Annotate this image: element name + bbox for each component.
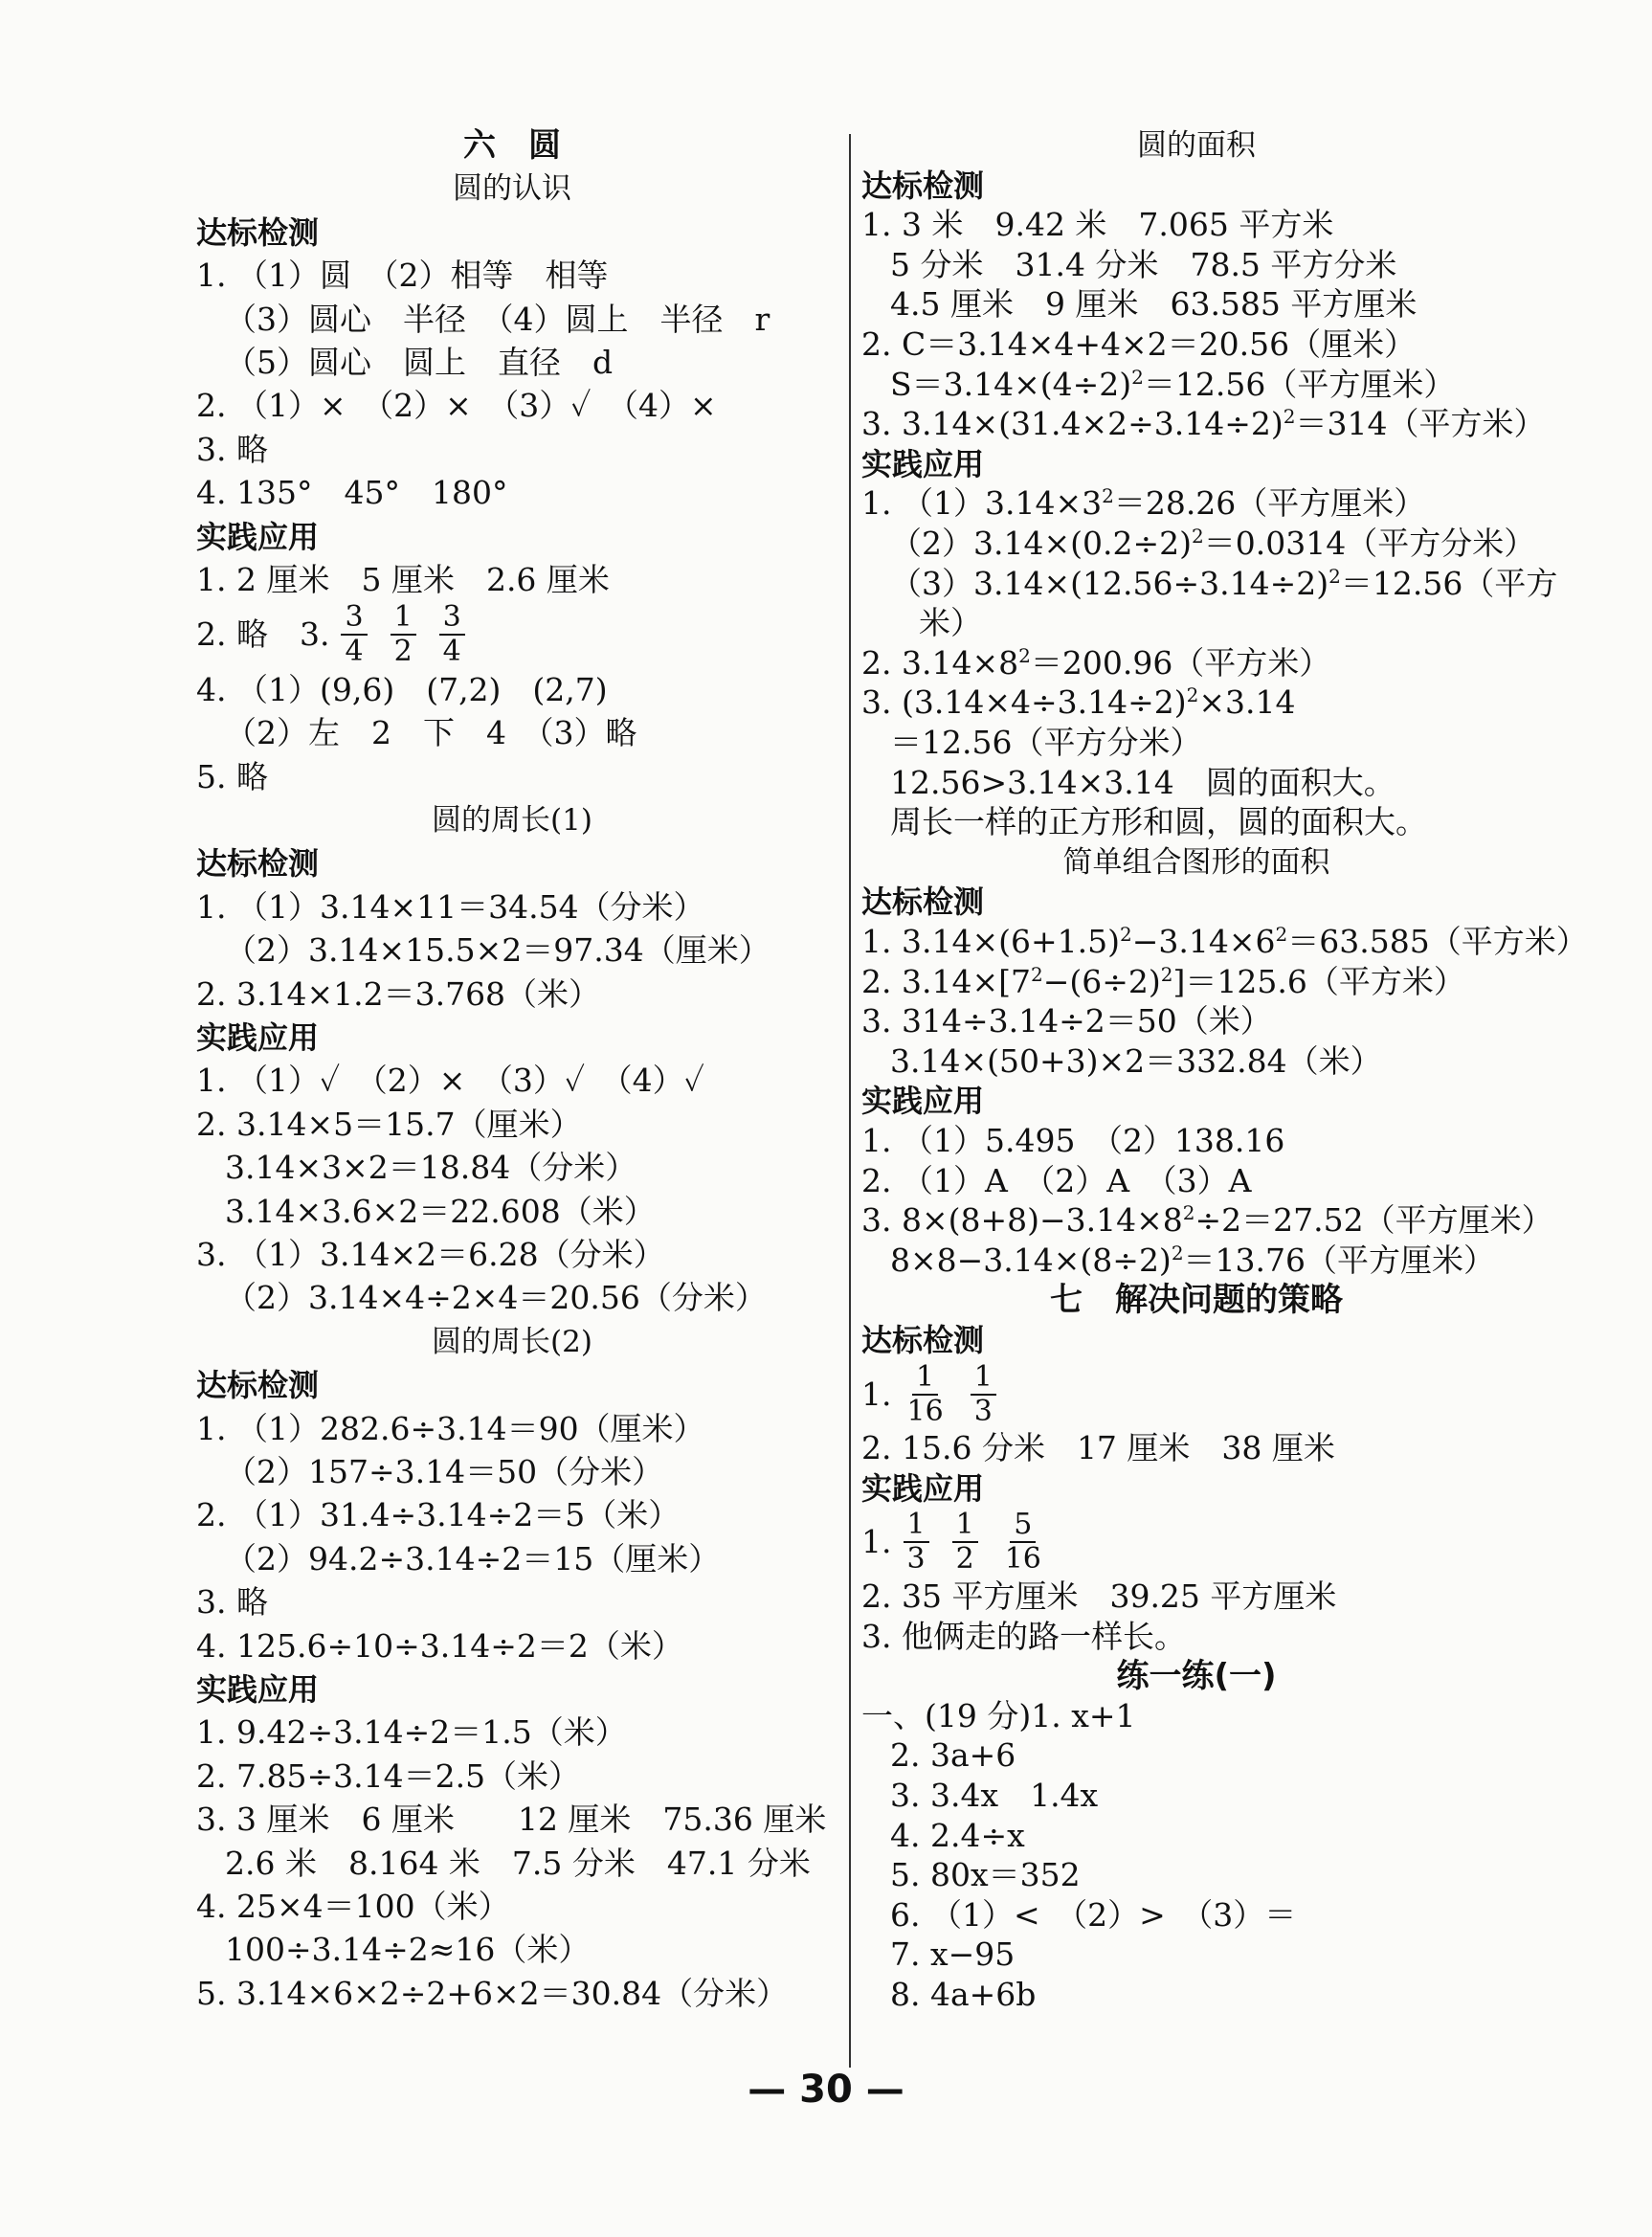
answer-line: 6. （1）< （2）> （3）＝ [890, 1895, 1297, 1934]
answer-line: 周长一样的正方形和圆，圆的面积大。 [890, 803, 1427, 841]
answer-line: 1. $(1)3.14\times 3^2=28.26$（平方厘米） [861, 484, 1426, 523]
answer-line: 一、(19 分)1. x+1 [861, 1696, 1136, 1734]
answer-line: 3. $8\times(8+8)-3.14\times 8^2\div 2=27.52$（平方厘米） [861, 1201, 1553, 1240]
fraction-denominator: 16 [906, 1394, 944, 1428]
fraction-denominator: 2 [393, 635, 413, 669]
section-title: 圆的面积 [1137, 128, 1256, 163]
fraction-numerator: 3 [341, 601, 367, 636]
answer-line: 3. $3.14\times(31.4\times 2\div 3.14\div 2)^2=314$（平方米） [861, 405, 1546, 443]
answer-line: $(2)3.14\times(0.2\div 2)^2=0.0314$（平方分米） [890, 525, 1536, 562]
subsection-heading: 达标检测 [861, 1322, 985, 1358]
chapter-title: 六 圆 [463, 126, 561, 165]
subsection-heading: 达标检测 [196, 213, 320, 251]
subsection-heading: 实践应用 [196, 518, 320, 555]
fraction [439, 601, 465, 668]
section-title: 圆的认识 [453, 171, 571, 207]
fraction-answer-line [861, 1359, 1008, 1430]
answer-line: 4. 25×4＝100（米） [196, 1888, 510, 1925]
answer-line: （3）圆心 半径 （4）圆上 半径 r [225, 300, 770, 338]
answer-line: 2. C＝3.14×4+4×2＝20.56（厘米） [861, 325, 1417, 363]
answer-line: 3.14×3.6×2＝22.608（米） [225, 1192, 656, 1230]
answer-line: 3. 略 [196, 430, 268, 468]
answer-line: 5. 3.14×6×2÷2+6×2＝30.84（分米） [196, 1974, 789, 2012]
answer-line: 3. 314÷3.14÷2＝50（米） [861, 1002, 1272, 1040]
fraction [391, 601, 416, 668]
answer-prefix: 1. [861, 1375, 892, 1413]
answer-line: 1. 9.42÷3.14÷2＝1.5（米） [196, 1713, 627, 1752]
subsection-heading: 达标检测 [861, 167, 985, 204]
answer-line: 5 分米 31.4 分米 78.5 平方分米 [890, 245, 1397, 283]
answer-line: 2. 3.14×1.2＝3.768（米） [196, 974, 601, 1013]
answer-line: 3. 略 [196, 1583, 268, 1622]
answer-line: ＝12.56（平方分米） [890, 724, 1202, 761]
answer-line: 3.14×(50+3)×2＝332.84（米） [890, 1041, 1382, 1080]
answer-line: 4.5 厘米 9 厘米 63.585 平方厘米 [890, 285, 1418, 324]
fraction-denominator: 16 [1004, 1542, 1041, 1577]
answer-line: 4. （1）(9,6) (7,2) (2,7) [196, 670, 608, 708]
fraction-numerator: 1 [904, 1509, 929, 1543]
answer-line: 5. 80x＝352 [890, 1856, 1081, 1894]
answer-line: 1. （1）5.495 （2）138.16 [861, 1122, 1285, 1159]
answer-line: $(3)3.14\times(12.56\div 3.14\div 2)^2=12.56$（平方 [890, 564, 1558, 602]
fraction [1001, 1509, 1045, 1576]
answer-line: 4. 135° 45° 180° [196, 474, 508, 512]
fraction-answer-line [861, 1507, 1057, 1577]
answer-line: 3.14×3×2＝18.84（分米） [225, 1149, 637, 1187]
page-number: — 30 — [748, 2068, 904, 2112]
fraction-numerator: 5 [1010, 1509, 1036, 1543]
answer-line: 12.56>3.14×3.14 圆的面积大。 [890, 763, 1395, 801]
subsection-heading: 达标检测 [196, 1367, 320, 1404]
fraction [952, 1509, 978, 1576]
column-divider [849, 134, 851, 2068]
answer-line: 7. x−95 [890, 1935, 1016, 1974]
answer-line: 100÷3.14÷2≈16（米） [225, 1931, 591, 1969]
fraction-denominator: 3 [973, 1394, 993, 1428]
subsection-heading: 实践应用 [196, 1671, 320, 1708]
subsection-heading: 达标检测 [861, 884, 985, 921]
answer-line: 2. 7.85÷3.14＝2.5（米） [196, 1756, 581, 1795]
chapter-title: 七 解决问题的策略 [1050, 1281, 1343, 1320]
answer-line: 1. 2 厘米 5 厘米 2.6 厘米 [196, 561, 610, 598]
chapter-title: 练一练(一) [1116, 1657, 1277, 1696]
answer-line: 2. 3.14×5＝15.7（厘米） [196, 1105, 582, 1143]
answer-line: 2. 35 平方厘米 39.25 平方厘米 [861, 1577, 1337, 1615]
answer-prefix: 2. 略 3. [196, 615, 330, 654]
section-title: 圆的周长(2) [432, 1324, 592, 1359]
answer-line: 1. $3.14\times(6+1.5)^2-3.14\times 6^2=63.585$（平方米） [861, 923, 1588, 960]
answer-line: 3. 3 厘米 6 厘米 12 厘米 75.36 厘米 [196, 1801, 827, 1839]
answer-line: $S=3.14\times(4\div 2)^2=12.56$（平方厘米） [890, 365, 1456, 403]
subsection-heading: 实践应用 [196, 1019, 320, 1056]
answer-line: 3. （1）3.14×2＝6.28（分米） [196, 1236, 665, 1273]
fraction [341, 601, 367, 668]
answer-line: 3. $(3.14\times 4\div 3.14\div 2)^2\times 3.14$ [861, 683, 1296, 722]
answer-line: 2. 3a+6 [890, 1736, 1016, 1775]
answer-line: 2.6 米 8.164 米 7.5 分米 47.1 分米 [225, 1844, 811, 1882]
answer-line: 2. （1）A （2）A （3）A [861, 1161, 1252, 1199]
fraction-numerator: 1 [391, 601, 416, 636]
answer-line: （2）94.2÷3.14÷2＝15（厘米） [225, 1539, 721, 1577]
answer-line: 2. $3.14\times[7^2-(6\div 2)^2]=125.6$（平方米） [861, 962, 1465, 1000]
fraction-denominator: 2 [955, 1542, 974, 1577]
subsection-heading: 实践应用 [861, 445, 985, 482]
answer-line: 2. 15.6 分米 17 厘米 38 厘米 [861, 1429, 1335, 1467]
fraction-numerator: 1 [952, 1509, 978, 1543]
subsection-heading: 实践应用 [861, 1083, 985, 1120]
answer-line: （2）3.14×4÷2×4＝20.56（分米） [225, 1279, 767, 1317]
answer-line: 2. （1）31.4÷3.14÷2＝5（米） [196, 1496, 681, 1534]
answer-line: 1. （1）圆 （2）相等 相等 [196, 257, 609, 295]
section-title: 简单组合图形的面积 [1062, 844, 1330, 880]
subsection-heading: 实践应用 [861, 1469, 985, 1507]
answer-line: 2. （1）× （2）× （3）✓ （4）× [196, 387, 717, 425]
fraction [971, 1361, 996, 1428]
fraction-answer-line [196, 602, 477, 667]
section-title: 圆的周长(1) [432, 803, 592, 838]
fraction-denominator: 4 [345, 635, 364, 669]
answer-line: 4. 125.6÷10÷3.14÷2＝2（米） [196, 1626, 683, 1665]
answer-line: 4. 2.4÷x [890, 1816, 1025, 1854]
answer-line: （2）157÷3.14＝50（分米） [225, 1453, 664, 1490]
fraction-denominator: 4 [442, 635, 461, 669]
answer-line: 米） [919, 604, 982, 642]
fraction-numerator: 1 [971, 1361, 996, 1396]
answer-prefix: 1. [861, 1523, 892, 1561]
answer-line: 1. 3 米 9.42 米 7.065 平方米 [861, 206, 1334, 244]
answer-line: $8\times 8-3.14\times(8\div 2)^2=13.76$（平方厘米） [890, 1241, 1496, 1279]
fraction-denominator: 3 [906, 1542, 926, 1577]
fraction-numerator: 1 [912, 1361, 938, 1396]
answer-line: 1. （1）3.14×11＝34.54（分米） [196, 887, 705, 926]
answer-line: 3. 3.4x 1.4x [890, 1777, 1099, 1814]
answer-line: （5）圆心 圆上 直径 d [225, 344, 614, 381]
answer-line: 1. （1）282.6÷3.14＝90（厘米） [196, 1409, 705, 1447]
answer-line: （2）左 2 下 4 （3）略 [225, 714, 637, 752]
subsection-heading: 达标检测 [196, 845, 320, 883]
answer-line: 3. 他俩走的路一样长。 [861, 1617, 1186, 1655]
answer-line: 1. （1）✓ （2）× （3）✓ （4）✓ [196, 1062, 704, 1100]
fraction-numerator: 3 [439, 601, 465, 636]
answer-line: 8. 4a+6b [890, 1976, 1037, 2013]
answer-line: 2. $3.14\times 8^2=200.96$（平方米） [861, 643, 1331, 682]
answer-line: 5. 略 [196, 757, 268, 795]
answer-line: （2）3.14×15.5×2＝97.34（厘米） [225, 931, 770, 970]
fraction [904, 1509, 929, 1576]
fraction [904, 1361, 948, 1428]
